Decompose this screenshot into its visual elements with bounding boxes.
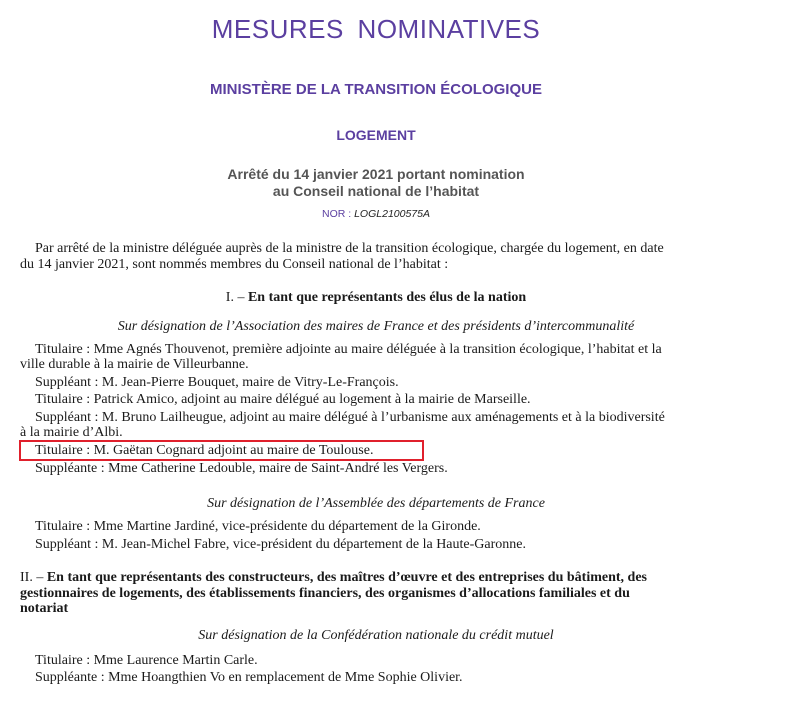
intro-line1: Par arrêté de la ministre déléguée auprès de la ministre de la transition écologique, chargée du logement, en date — [35, 241, 664, 256]
part1-group2-line2: Suppléant : M. Jean-Michel Fabre, vice-président du département de la Haute-Garonne. — [35, 537, 526, 552]
part2-group1-designation: Sur désignation de la Confédération nationale du crédit mutuel — [198, 628, 554, 643]
intro-line2: du 14 janvier 2021, sont nommés membres du Conseil national de l’habitat : — [20, 257, 449, 272]
part2-group1-line2: Suppléante : Mme Hoangthien Vo en remplacement de Mme Sophie Olivier. — [35, 670, 463, 685]
decree-title-line1: Arrêté du 14 janvier 2021 portant nomination — [227, 166, 525, 182]
part2-heading-line3: notariat — [20, 601, 69, 616]
part1-group1-line3: Suppléant : M. Jean-Pierre Bouquet, maire de Vitry-Le-François. — [35, 375, 399, 390]
part1-group1-line2: ville durable à la mairie de Villeurbanne. — [20, 357, 249, 372]
section-heading: LOGEMENT — [336, 127, 416, 143]
decree-title-line2: au Conseil national de l’habitat — [272, 183, 480, 199]
part1-group1-line1: Titulaire : Mme Agnés Thouvenot, première adjointe au maire déléguée à la transition écologique, l’habitat et la — [35, 342, 662, 357]
nor-reference — [0, 208, 752, 220]
part2-heading-line1-text: En tant que représentants des constructeurs, des maîtres d’œuvre et des entreprises du bâtiment, des — [46, 570, 647, 585]
part1-group1-line6: à la mairie d’Albi. — [20, 425, 123, 440]
part1-group1-line4: Titulaire : Patrick Amico, adjoint au maire délégué au logement à la mairie de Marseille. — [35, 392, 531, 407]
part1-heading — [0, 290, 752, 305]
part1-heading-text: En tant que représentants des élus de la nation — [247, 290, 527, 305]
nor-value: LOGL2100575A — [354, 208, 430, 220]
part1-group1-line8: Suppléante : Mme Catherine Ledouble, maire de Saint-André les Vergers. — [35, 461, 448, 476]
part1-group2-designation: Sur désignation de l’Assemblée des départements de France — [207, 496, 545, 511]
part2-heading-line1 — [20, 570, 647, 585]
part1-group1-designation: Sur désignation de l’Association des maires de France et des présidents d’intercommunalité — [117, 319, 635, 334]
part1-heading-prefix: I. – — [225, 290, 245, 305]
part2-heading-line2: gestionnaires de logements, des établissements financiers, des organismes d’allocations familiales et du — [20, 586, 630, 601]
nor-label: NOR : — [322, 208, 352, 220]
part2-heading-prefix: II. – — [20, 570, 44, 585]
part1-group2-line1: Titulaire : Mme Martine Jardiné, vice-présidente du département de la Gironde. — [35, 519, 481, 534]
part1-group1-line7-highlighted: Titulaire : M. Gaëtan Cognard adjoint au maire de Toulouse. — [35, 443, 374, 458]
part1-group1-line5: Suppléant : M. Bruno Lailheugue, adjoint au maire délégué à l’urbanisme aux aménagements et à la biodiversité — [35, 410, 665, 425]
part2-group1-line1: Titulaire : Mme Laurence Martin Carle. — [35, 653, 258, 668]
page-title: MESURES NOMINATIVES — [211, 14, 541, 44]
ministry-heading: MINISTÈRE DE LA TRANSITION ÉCOLOGIQUE — [210, 81, 542, 98]
